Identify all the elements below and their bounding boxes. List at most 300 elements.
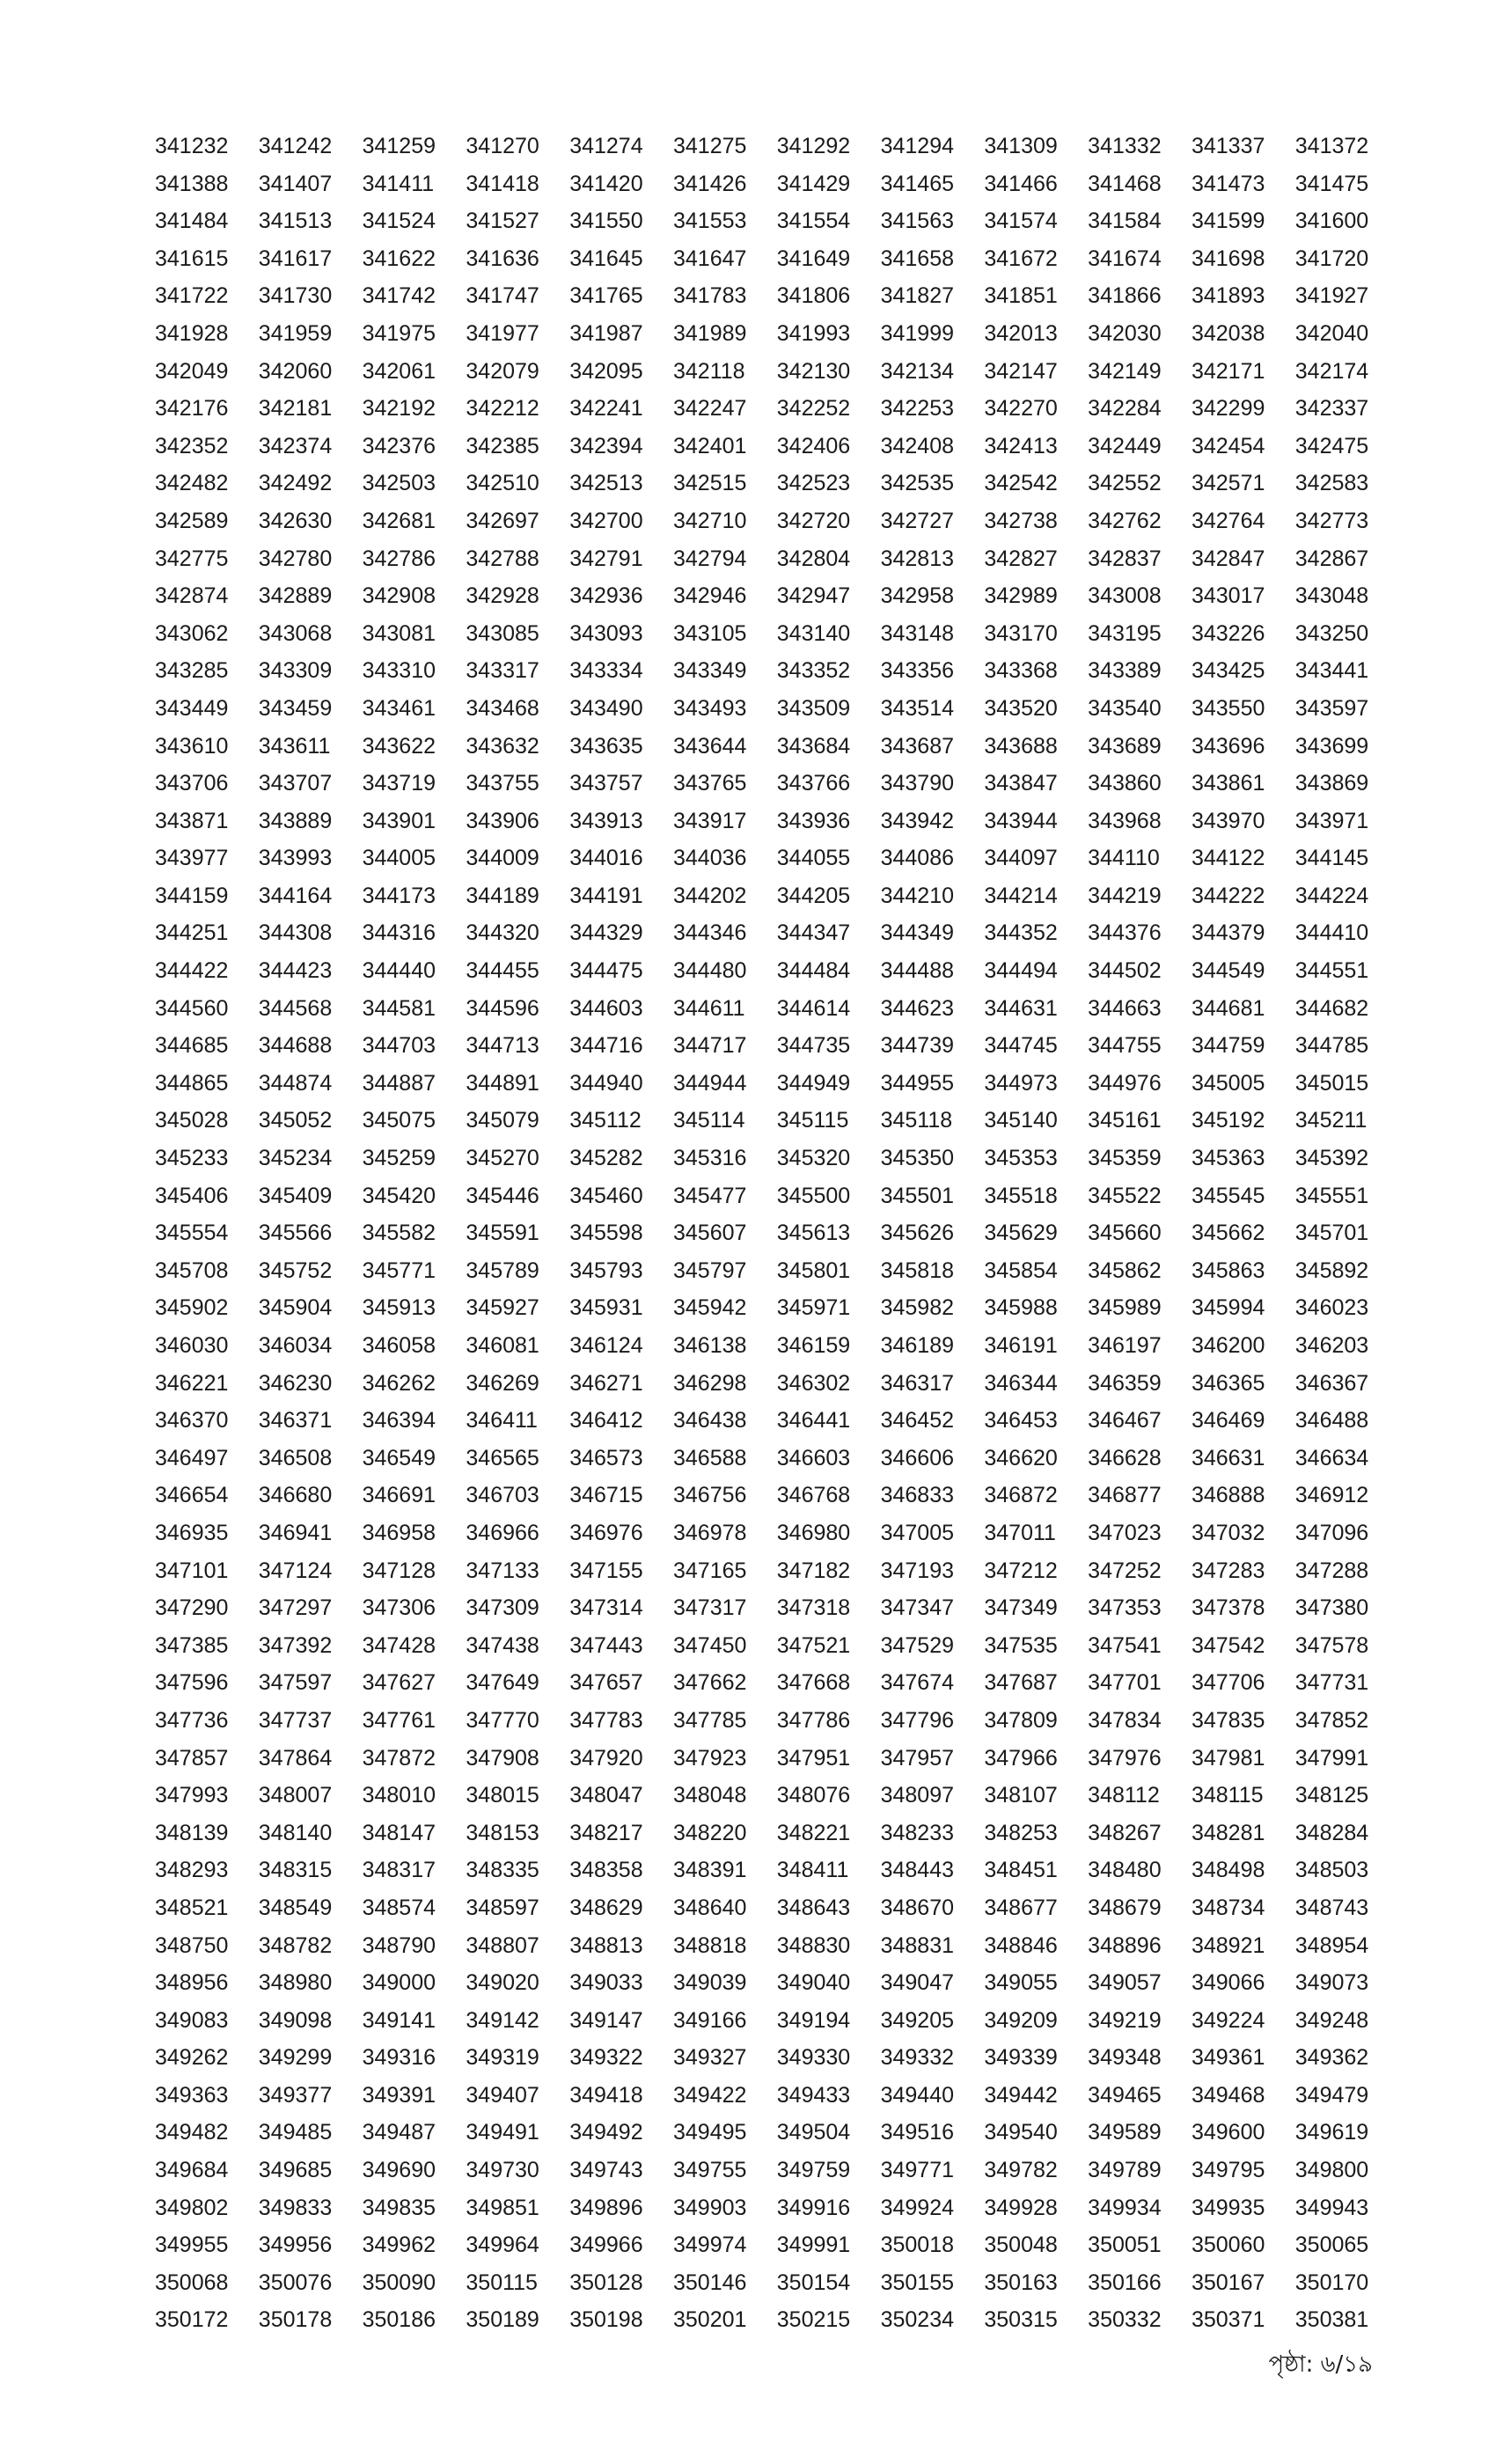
roll-number-cell: 342503	[362, 471, 436, 496]
roll-number-cell: 346302	[776, 1370, 851, 1396]
roll-number-cell: 343520	[984, 695, 1058, 721]
roll-number-cell: 347124	[258, 1558, 333, 1583]
roll-number-cell: 347032	[1191, 1520, 1265, 1545]
roll-number-cell: 349262	[155, 2045, 229, 2071]
roll-number-cell: 344352	[984, 920, 1058, 946]
roll-number-cell: 342773	[1294, 508, 1369, 533]
roll-number-cell: 348267	[1088, 1820, 1162, 1845]
roll-number-cell: 347668	[776, 1670, 851, 1696]
roll-number-cell: 349903	[672, 2195, 747, 2220]
roll-number-cell: 346191	[984, 1333, 1058, 1358]
roll-number-cell: 341411	[362, 171, 435, 196]
roll-number-cell: 345005	[1191, 1070, 1265, 1096]
roll-number-cell: 347309	[466, 1595, 539, 1621]
roll-number-cell: 348980	[258, 1970, 333, 1996]
roll-number-cell: 345446	[466, 1183, 539, 1208]
roll-number-cell: 344189	[466, 883, 539, 908]
roll-number-cell: 343368	[984, 658, 1058, 684]
roll-number-cell: 348830	[776, 1932, 851, 1958]
roll-number-cell: 341232	[155, 134, 229, 158]
roll-number-cell: 342791	[569, 546, 643, 571]
roll-number-cell: 345902	[155, 1295, 229, 1321]
roll-number-cell: 344173	[362, 883, 436, 908]
roll-number-cell: 349974	[672, 2233, 747, 2258]
roll-number-cell: 342681	[362, 508, 436, 533]
table-row	[155, 728, 1399, 766]
roll-number-cell: 344739	[880, 1033, 955, 1059]
roll-number-cell: 343689	[1088, 733, 1162, 759]
table-row	[155, 952, 1399, 990]
roll-number-cell: 350065	[1294, 2233, 1369, 2258]
roll-number-cell: 345931	[569, 1295, 643, 1321]
roll-number-cell: 349039	[672, 1970, 747, 1996]
table-row	[155, 1477, 1399, 1514]
roll-number-cell: 347957	[880, 1745, 955, 1771]
roll-number-cell: 343901	[362, 808, 436, 833]
roll-number-cell: 342038	[1191, 320, 1265, 346]
roll-number-cell: 341418	[466, 171, 539, 196]
roll-number-cell: 341742	[362, 283, 436, 309]
roll-number-cell: 341292	[776, 134, 851, 158]
roll-number-cell: 348813	[569, 1932, 643, 1958]
roll-number-cell: 342786	[362, 546, 436, 571]
roll-number-cell: 349516	[880, 2120, 955, 2145]
roll-number-cell: 347541	[1088, 1632, 1162, 1658]
roll-number-cell: 342299	[1191, 396, 1265, 422]
table-row	[155, 1552, 1399, 1590]
roll-number-cell: 344940	[569, 1070, 643, 1096]
roll-number-cell: 349040	[776, 1970, 851, 1996]
roll-number-cell: 344455	[466, 958, 539, 984]
roll-number-cell: 348954	[1294, 1932, 1369, 1958]
roll-number-cell: 341866	[1088, 283, 1162, 309]
roll-number-cell: 346394	[362, 1408, 436, 1434]
roll-number-cell: 345982	[880, 1295, 955, 1321]
roll-number-cell: 346976	[569, 1520, 643, 1545]
roll-number-cell: 350048	[984, 2233, 1058, 2258]
roll-number-cell: 349020	[466, 1970, 539, 1996]
roll-number-cell: 349073	[1294, 1970, 1369, 1996]
roll-number-cell: 344759	[1191, 1033, 1265, 1059]
roll-number-cell: 342589	[155, 508, 229, 533]
roll-number-cell: 346197	[1088, 1333, 1162, 1358]
table-row	[155, 840, 1399, 877]
roll-number-cell: 343790	[880, 771, 955, 796]
roll-number-cell: 345518	[984, 1183, 1058, 1208]
roll-number-cell: 344745	[984, 1033, 1058, 1059]
roll-number-cell: 346467	[1088, 1408, 1162, 1434]
roll-number-cell: 346438	[672, 1408, 747, 1434]
roll-number-cell: 342406	[776, 433, 851, 458]
roll-number-cell: 346317	[880, 1370, 955, 1396]
roll-number-cell: 342513	[569, 471, 643, 496]
roll-number-cell: 342134	[880, 358, 955, 384]
roll-number-cell: 345629	[984, 1221, 1058, 1246]
roll-number-cell: 348643	[776, 1895, 851, 1920]
roll-number-cell: 344159	[155, 883, 229, 908]
roll-number-cell: 349348	[1088, 2045, 1162, 2071]
roll-number-cell: 347627	[362, 1670, 436, 1696]
roll-number-cell: 349896	[569, 2195, 643, 2220]
roll-number-cell: 346138	[672, 1333, 747, 1358]
roll-number-cell: 342827	[984, 546, 1058, 571]
roll-number-cell: 349943	[1294, 2195, 1369, 2220]
roll-number-cell: 349363	[155, 2082, 229, 2108]
roll-number-cell: 343635	[569, 733, 643, 759]
roll-number-cell: 346549	[362, 1445, 436, 1470]
roll-number-cell: 348391	[672, 1858, 747, 1883]
table-row	[155, 240, 1399, 278]
roll-number-cell: 345626	[880, 1221, 955, 1246]
roll-number-cell: 347252	[1088, 1558, 1162, 1583]
roll-number-cell: 341615	[155, 246, 229, 271]
roll-number-cell: 343719	[362, 771, 436, 796]
roll-number-cell: 341275	[672, 134, 747, 158]
roll-number-cell: 347005	[880, 1520, 955, 1545]
roll-number-cell: 350128	[569, 2270, 643, 2295]
roll-number-cell: 341987	[569, 320, 643, 346]
table-row	[155, 2226, 1399, 2264]
roll-number-cell: 342192	[362, 396, 436, 422]
roll-number-cell: 347011	[984, 1520, 1056, 1545]
roll-number-cell: 350381	[1294, 2307, 1369, 2333]
roll-number-cell: 347317	[672, 1595, 747, 1621]
roll-number-cell: 344755	[1088, 1033, 1162, 1059]
roll-number-cell: 348217	[569, 1820, 643, 1845]
roll-number-cell: 343195	[1088, 620, 1162, 646]
roll-number-cell: 349327	[672, 2045, 747, 2071]
roll-number-cell: 349935	[1191, 2195, 1265, 2220]
roll-number-cell: 342542	[984, 471, 1058, 496]
roll-number-cell: 347786	[776, 1707, 851, 1733]
roll-number-cell: 347796	[880, 1707, 955, 1733]
roll-number-cell: 344308	[258, 920, 333, 946]
roll-number-cell: 342475	[1294, 433, 1369, 458]
roll-number-cell: 341259	[362, 134, 436, 158]
roll-number-cell: 342401	[672, 433, 747, 458]
roll-number-cell: 344224	[1294, 883, 1369, 908]
roll-number-cell: 343968	[1088, 808, 1162, 833]
roll-number-cell: 347731	[1294, 1670, 1369, 1696]
roll-number-cell: 346359	[1088, 1370, 1162, 1396]
roll-number-cell: 347761	[362, 1707, 436, 1733]
roll-number-cell: 341645	[569, 246, 643, 271]
roll-number-cell: 343889	[258, 808, 333, 833]
roll-number-cell: 347353	[1088, 1595, 1162, 1621]
roll-number-cell: 348640	[672, 1895, 747, 1920]
roll-number-cell: 348139	[155, 1820, 229, 1845]
roll-number-cell: 347993	[155, 1783, 229, 1808]
roll-number-cell: 341242	[258, 134, 333, 158]
roll-number-cell: 345501	[880, 1183, 955, 1208]
roll-number-cell: 342095	[569, 358, 643, 384]
roll-number-cell: 342449	[1088, 433, 1162, 458]
roll-number-cell: 343766	[776, 771, 851, 796]
roll-number-cell: 343970	[1191, 808, 1265, 833]
table-row	[155, 1027, 1399, 1065]
roll-number-cell: 349685	[258, 2158, 333, 2183]
roll-number-cell: 348782	[258, 1932, 333, 1958]
roll-number-cell: 348521	[155, 1895, 229, 1920]
roll-number-cell: 345500	[776, 1183, 851, 1208]
roll-number-cell: 347535	[984, 1632, 1058, 1658]
roll-number-cell: 344097	[984, 846, 1058, 871]
roll-number-cell: 341927	[1294, 283, 1369, 309]
roll-number-cell: 344603	[569, 995, 643, 1021]
roll-number-cell: 341851	[984, 283, 1058, 309]
roll-number-cell: 342697	[466, 508, 539, 533]
roll-number-cell: 345801	[776, 1258, 851, 1283]
roll-number-cell: 342352	[155, 433, 229, 458]
table-row	[155, 765, 1399, 803]
roll-number-cell: 344210	[880, 883, 955, 908]
roll-number-cell: 349743	[569, 2158, 643, 2183]
roll-number-cell: 349332	[880, 2045, 955, 2071]
roll-number-cell: 341426	[672, 171, 747, 196]
roll-number-cell: 348956	[155, 1970, 229, 1996]
roll-number-cell: 350051	[1088, 2233, 1162, 2258]
roll-number-cell: 348807	[466, 1932, 539, 1958]
table-row	[155, 1214, 1399, 1252]
roll-number-cell: 344055	[776, 846, 851, 871]
roll-number-cell: 343597	[1294, 695, 1369, 721]
roll-number-cell: 345862	[1088, 1258, 1162, 1283]
roll-number-cell: 346203	[1294, 1333, 1369, 1358]
roll-number-cell: 345409	[258, 1183, 333, 1208]
roll-number-cell: 345971	[776, 1295, 851, 1321]
roll-number-cell: 343490	[569, 695, 643, 721]
roll-number-cell: 346452	[880, 1408, 955, 1434]
roll-number-cell: 349802	[155, 2195, 229, 2220]
roll-number-cell: 346565	[466, 1445, 539, 1470]
roll-number-cell: 347314	[569, 1595, 643, 1621]
roll-number-cell: 343493	[672, 695, 747, 721]
roll-number-cell: 349991	[776, 2233, 851, 2258]
roll-number-cell: 349299	[258, 2045, 333, 2071]
roll-number-cell: 349589	[1088, 2120, 1162, 2145]
roll-number-cell: 346298	[672, 1370, 747, 1396]
roll-number-cell: 342147	[984, 358, 1058, 384]
roll-number-cell: 345994	[1191, 1295, 1265, 1321]
roll-number-cell: 341563	[880, 209, 955, 234]
roll-number-cell: 349224	[1191, 2007, 1265, 2033]
table-row	[155, 803, 1399, 840]
roll-number-cell: 349377	[258, 2082, 333, 2108]
roll-number-cell: 348233	[880, 1820, 955, 1845]
roll-number-cell: 345353	[984, 1146, 1058, 1171]
roll-number-cell: 342174	[1294, 358, 1369, 384]
table-row	[155, 2264, 1399, 2302]
roll-number-cell: 341698	[1191, 246, 1265, 271]
roll-number-cell: 341783	[672, 283, 747, 309]
roll-number-cell: 347023	[1088, 1520, 1162, 1545]
table-row	[155, 577, 1399, 615]
roll-number-cell: 347133	[466, 1558, 539, 1583]
roll-number-cell: 347529	[880, 1632, 955, 1658]
roll-number-cell: 344009	[466, 846, 539, 871]
roll-number-cell: 345118	[880, 1108, 953, 1133]
roll-number-cell: 345259	[362, 1146, 436, 1171]
roll-number-cell: 347443	[569, 1632, 643, 1658]
roll-number-cell: 345477	[672, 1183, 747, 1208]
roll-number-cell: 341407	[258, 171, 333, 196]
roll-number-cell: 341975	[362, 320, 436, 346]
table-row	[155, 2039, 1399, 2077]
roll-number-cell: 341649	[776, 246, 851, 271]
roll-number-cell: 346978	[672, 1520, 747, 1545]
roll-number-cell: 349540	[984, 2120, 1058, 2145]
roll-number-cell: 344005	[362, 846, 436, 871]
roll-number-cell: 344549	[1191, 958, 1265, 984]
roll-number-cell: 346221	[155, 1370, 229, 1396]
table-row	[155, 1852, 1399, 1889]
table-row	[155, 1964, 1399, 2002]
roll-number-cell: 343871	[155, 808, 229, 833]
roll-number-cell: 349098	[258, 2007, 333, 2033]
roll-number-cell: 347835	[1191, 1707, 1265, 1733]
roll-number-cell: 349418	[569, 2082, 643, 2108]
roll-number-cell: 348281	[1191, 1820, 1265, 1845]
roll-number-cell: 347736	[155, 1707, 229, 1733]
roll-number-cell: 349800	[1294, 2158, 1369, 2183]
roll-number-cell: 343684	[776, 733, 851, 759]
roll-number-cell: 342176	[155, 396, 229, 422]
roll-number-cell: 343081	[362, 620, 436, 646]
roll-number-cell: 342804	[776, 546, 851, 571]
roll-number-cell: 342762	[1088, 508, 1162, 533]
roll-number-cell: 342813	[880, 546, 955, 571]
roll-number-cell: 348743	[1294, 1895, 1369, 1920]
roll-number-cell: 342515	[672, 471, 747, 496]
roll-number-cell: 349504	[776, 2120, 851, 2145]
roll-number-cell: 349487	[362, 2120, 436, 2145]
roll-number-cell: 343309	[258, 658, 333, 684]
roll-number-cell: 341466	[984, 171, 1058, 196]
roll-number-cell: 347347	[880, 1595, 955, 1621]
roll-number-cell: 349730	[466, 2158, 539, 2183]
table-row	[155, 1177, 1399, 1215]
roll-number-cell: 344681	[1191, 995, 1265, 1021]
roll-number-table	[155, 128, 1399, 2339]
roll-number-cell: 344219	[1088, 883, 1162, 908]
roll-number-cell: 343699	[1294, 733, 1369, 759]
roll-number-cell: 347318	[776, 1595, 851, 1621]
roll-number-cell: 349491	[466, 2120, 539, 2145]
roll-number-cell: 345863	[1191, 1258, 1265, 1283]
roll-number-cell: 343611	[258, 733, 331, 759]
roll-number-cell: 343942	[880, 808, 955, 833]
roll-number-cell: 348818	[672, 1932, 747, 1958]
roll-number-cell: 344891	[466, 1070, 539, 1096]
roll-number-cell: 350170	[1294, 2270, 1369, 2295]
roll-number-cell: 349055	[984, 1970, 1058, 1996]
roll-number-cell: 344222	[1191, 883, 1265, 908]
roll-number-cell: 341720	[1294, 246, 1369, 271]
roll-number-cell: 343461	[362, 695, 436, 721]
roll-number-cell: 347212	[984, 1558, 1058, 1583]
roll-number-cell: 346606	[880, 1445, 955, 1470]
roll-number-cell: 345701	[1294, 1221, 1369, 1246]
roll-number-cell: 342376	[362, 433, 436, 458]
roll-number-cell: 349479	[1294, 2082, 1369, 2108]
roll-number-cell: 348921	[1191, 1932, 1265, 1958]
roll-number-cell: 345854	[984, 1258, 1058, 1283]
roll-number-cell: 348451	[984, 1858, 1058, 1883]
table-row	[155, 2002, 1399, 2040]
roll-number-cell: 350215	[776, 2307, 851, 2333]
roll-number-cell: 346230	[258, 1370, 333, 1396]
roll-number-cell: 347662	[672, 1670, 747, 1696]
table-row	[155, 1440, 1399, 1478]
roll-number-cell: 346365	[1191, 1370, 1265, 1396]
roll-number-cell: 348221	[776, 1820, 851, 1845]
roll-number-cell: 345363	[1191, 1146, 1265, 1171]
roll-number-cell: 348677	[984, 1895, 1058, 1920]
roll-number-cell: 349057	[1088, 1970, 1162, 1996]
roll-number-cell: 343509	[776, 695, 851, 721]
roll-number-cell: 341554	[776, 209, 851, 234]
roll-number-cell: 349924	[880, 2195, 955, 2220]
roll-number-cell: 347288	[1294, 1558, 1369, 1583]
roll-number-cell: 346691	[362, 1483, 436, 1508]
roll-number-cell: 343860	[1088, 771, 1162, 796]
table-row	[155, 1365, 1399, 1403]
roll-number-cell: 345052	[258, 1108, 333, 1133]
roll-number-cell: 344596	[466, 995, 539, 1021]
roll-number-cell: 344379	[1191, 920, 1265, 946]
roll-number-cell: 347380	[1294, 1595, 1369, 1621]
roll-number-cell: 341658	[880, 246, 955, 271]
roll-number-cell: 342794	[672, 546, 747, 571]
table-row	[155, 1889, 1399, 1927]
roll-number-cell: 342523	[776, 471, 851, 496]
roll-number-cell: 342241	[569, 396, 643, 422]
roll-number-cell: 341550	[569, 209, 643, 234]
roll-number-cell: 346768	[776, 1483, 851, 1508]
roll-number-cell: 344214	[984, 883, 1058, 908]
roll-number-cell: 344688	[258, 1033, 333, 1059]
roll-number-cell: 348076	[776, 1783, 851, 1808]
roll-number-cell: 345406	[155, 1183, 229, 1208]
roll-number-cell: 345797	[672, 1258, 747, 1283]
roll-number-cell: 348010	[362, 1783, 436, 1808]
roll-number-cell: 341993	[776, 320, 851, 346]
roll-number-cell: 341465	[880, 171, 955, 196]
roll-number-cell: 344631	[984, 995, 1058, 1021]
roll-number-cell: 342738	[984, 508, 1058, 533]
roll-number-cell: 348503	[1294, 1858, 1369, 1883]
table-row	[155, 540, 1399, 578]
roll-number-cell: 345320	[776, 1146, 851, 1171]
table-row	[155, 914, 1399, 952]
roll-number-cell: 342385	[466, 433, 539, 458]
roll-number-cell: 347737	[258, 1707, 333, 1733]
roll-number-cell: 349492	[569, 2120, 643, 2145]
roll-number-cell: 342130	[776, 358, 851, 384]
roll-number-cell: 345598	[569, 1221, 643, 1246]
roll-number-cell: 344329	[569, 920, 643, 946]
roll-number-cell: 349142	[466, 2007, 539, 2033]
table-row	[155, 1777, 1399, 1815]
roll-number-cell: 346966	[466, 1520, 539, 1545]
roll-number-cell: 343971	[1294, 808, 1369, 833]
roll-number-cell: 349205	[880, 2007, 955, 2033]
roll-number-cell: 343707	[258, 771, 333, 796]
roll-number-cell: 349600	[1191, 2120, 1265, 2145]
roll-number-cell: 347096	[1294, 1520, 1369, 1545]
roll-number-cell: 348293	[155, 1858, 229, 1883]
roll-number-cell: 344716	[569, 1033, 643, 1059]
